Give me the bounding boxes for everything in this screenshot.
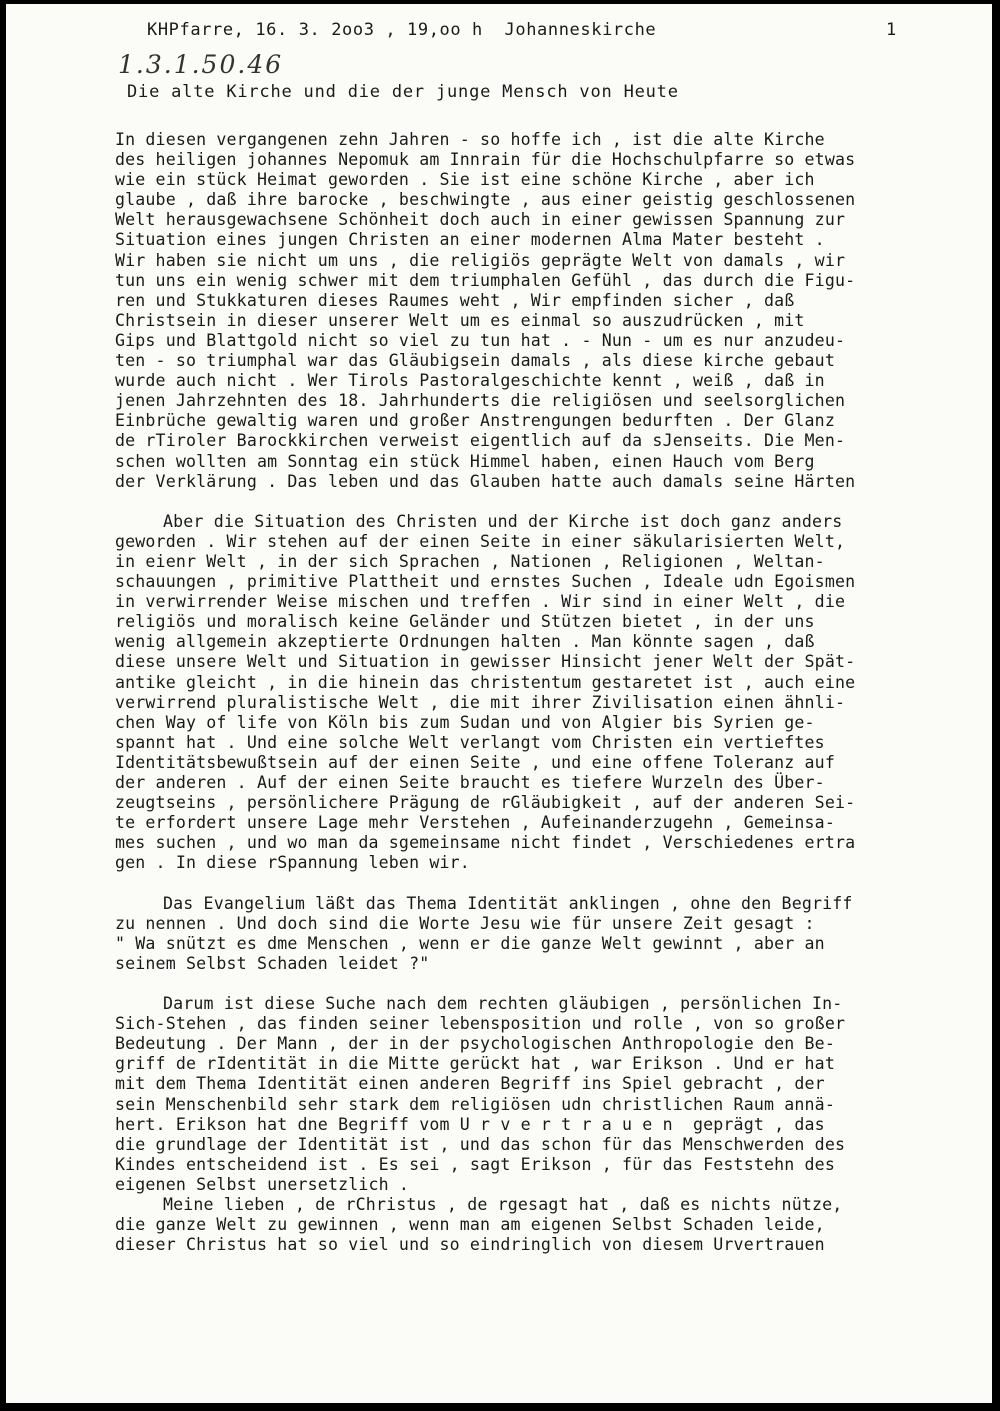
text-line: te erfordert unsere Lage mehr Verstehen , Aufeinanderzugehn , Gemeinsa- xyxy=(115,813,835,833)
paragraph xyxy=(115,130,985,492)
text-line: tun uns ein wenig schwer mit dem triumphalen Gefühl , das durch die Figu- xyxy=(115,270,856,290)
text-line: jenen Jahrzehnten des 18. Jahrhunderts die religiösen und seelsorglichen xyxy=(115,391,846,411)
text-line: ren und Stukkaturen dieses Raumes weht , Wir empfinden sicher , daß xyxy=(115,290,795,310)
text-line: mes suchen , und wo man da sgemeinsame nicht findet , Verschiedenes ertra xyxy=(115,833,856,853)
text-line: wie ein stück Heimat geworden . Sie ist eine schöne Kirche , aber ich xyxy=(115,170,815,190)
text-line: Sich-Stehen , das finden seiner lebensposition und rolle , von so großer xyxy=(115,1014,846,1034)
text-line: Das Evangelium läßt das Thema Identität anklingen , ohne den Begriff xyxy=(163,893,853,913)
text-line: schauungen , primitive Plattheit und ernstes Suchen , Ideale udn Egoismen xyxy=(115,572,856,592)
paragraph xyxy=(115,1195,985,1255)
text-line: Bedeutung . Der Mann , der in der psychologischen Anthropologie den Be- xyxy=(115,1034,835,1054)
page-number: 1 xyxy=(886,20,897,40)
text-line: zeugtseins , persönlichere Prägung de rGläubigkeit , auf der anderen Sei- xyxy=(115,793,856,813)
text-line: schen wollten am Sonntag ein stück Himmel haben, einen Hauch vom Berg xyxy=(115,451,815,471)
text-line: Identitätsbewußtsein auf der einen Seite , und eine offene Toleranz auf xyxy=(115,752,835,772)
paragraph xyxy=(115,512,985,874)
paragraph-gap xyxy=(115,873,985,893)
text-line: antike gleicht , in die hinein das christentum gestaretet ist , auch eine xyxy=(115,672,856,692)
text-line: Kindes entscheidend ist . Es sei , sagt Erikson , für das Feststehn des xyxy=(115,1154,835,1174)
text-line: Wir haben sie nicht um uns , die religiös geprägte Welt von damals , wir xyxy=(115,250,846,270)
text-line: mit dem Thema Identität einen anderen Begriff ins Spiel gebracht , der xyxy=(115,1074,825,1094)
text-line: eigenen Selbst unersetzlich . xyxy=(115,1174,410,1194)
text-line: spannt hat . Und eine solche Welt verlangt vom Christen ein vertieftes xyxy=(115,732,825,752)
document-title: Die alte Kirche und die der junge Mensch von Heute xyxy=(127,82,679,102)
text-line: in eienr Welt , in der sich Sprachen , Nationen , Religionen , Weltan- xyxy=(115,551,825,571)
paragraph-gap xyxy=(115,492,985,512)
text-line: sein Menschenbild sehr stark dem religiösen udn christlichen Raum annä- xyxy=(115,1094,835,1114)
document-body xyxy=(115,130,985,1255)
text-line: verwirrend pluralistische Welt , die mit ihrer Zivilisation einen ähnli- xyxy=(115,692,846,712)
text-line: in verwirrender Weise mischen und treffen . Wir sind in einer Welt , die xyxy=(115,592,846,612)
text-line: hert. Erikson hat dne Begriff vom U r v e r t r a u e n geprägt , das xyxy=(115,1114,825,1134)
text-line: wenig allgemein akzeptierte Ordnungen halten . Man könnte sagen , daß xyxy=(115,632,815,652)
paragraph-gap xyxy=(115,974,985,994)
text-line: gen . In diese rSpannung leben wir. xyxy=(115,853,470,873)
document-page xyxy=(6,4,992,1403)
text-line: chen Way of life von Köln bis zum Sudan und von Algier bis Syrien ge- xyxy=(115,712,815,732)
text-line: ten - so triumphal war das Gläubigsein damals , als diese kirche gebaut xyxy=(115,351,835,371)
text-line: der Verklärung . Das leben und das Glauben hatte auch damals seine Härten xyxy=(115,471,856,491)
text-line: Darum ist diese Suche nach dem rechten gläubigen , persönlichen In- xyxy=(163,994,843,1014)
text-line: geworden . Wir stehen auf der einen Seite in einer säkularisierten Welt, xyxy=(115,531,846,551)
text-line: Welt herausgewachsene Schönheit doch auch in einer gewissen Spannung zur xyxy=(115,210,846,230)
paragraph xyxy=(115,894,985,974)
text-line: Aber die Situation des Christen und der Kirche ist doch ganz anders xyxy=(163,511,843,531)
text-line: zu nennen . Und doch sind die Worte Jesu wie für unsere Zeit gesagt : xyxy=(115,913,815,933)
text-line: Christsein in dieser unserer Welt um es einmal so auszudrücken , mit xyxy=(115,310,805,330)
text-line: Meine lieben , de rChristus , de rgesagt hat , daß es nichts nütze, xyxy=(163,1194,843,1214)
text-line: wurde auch nicht . Wer Tirols Pastoralgeschichte kennt , weiß , daß in xyxy=(115,371,825,391)
text-line: griff de rIdentität in die Mitte gerückt hat , war Erikson . Und er hat xyxy=(115,1054,835,1074)
text-line: seinem Selbst Schaden leidet ?" xyxy=(115,953,430,973)
text-line: diese unsere Welt und Situation in gewisser Hinsicht jener Welt der Spät- xyxy=(115,652,856,672)
text-line: In diesen vergangenen zehn Jahren - so hoffe ich , ist die alte Kirche xyxy=(115,130,825,149)
text-line: die ganze Welt zu gewinnen , wenn man am eigenen Selbst Schaden leide, xyxy=(115,1215,825,1235)
handwritten-note: 1.3.1.50.46 xyxy=(118,50,284,79)
text-line: glaube , daß ihre barocke , beschwingte , aus einer geistig geschlossenen xyxy=(115,190,856,210)
text-line: die grundlage der Identität ist , und das schon für das Menschwerden des xyxy=(115,1134,846,1154)
text-line: de rTiroler Barockkirchen verweist eigentlich auf da sJenseits. Die Men- xyxy=(115,431,846,451)
text-line: der anderen . Auf der einen Seite braucht es tiefere Wurzeln des Über- xyxy=(115,773,825,792)
text-line: dieser Christus hat so viel und so eindringlich von diesem Urvertrauen xyxy=(115,1235,825,1255)
text-line: Situation eines jungen Christen an einer modernen Alma Mater besteht . xyxy=(115,230,825,250)
text-line: " Wa snützt es dme Menschen , wenn er die ganze Welt gewinnt , aber an xyxy=(115,933,825,953)
text-line: Gips und Blattgold nicht so viel zu tun hat . - Nun - um es nur anzudeu- xyxy=(115,330,846,350)
text-line: religiös und moralisch keine Geländer und Stützen bietet , in der uns xyxy=(115,612,815,632)
paragraph xyxy=(115,994,985,1195)
text-line: Einbrüche gewaltig waren und großer Anstrengungen bedurften . Der Glanz xyxy=(115,411,835,431)
header-line: KHPfarre, 16. 3. 2oo3 , 19,oo h Johanneskirche xyxy=(147,20,657,40)
text-line: des heiligen johannes Nepomuk am Innrain für die Hochschulpfarre so etwas xyxy=(115,150,856,170)
